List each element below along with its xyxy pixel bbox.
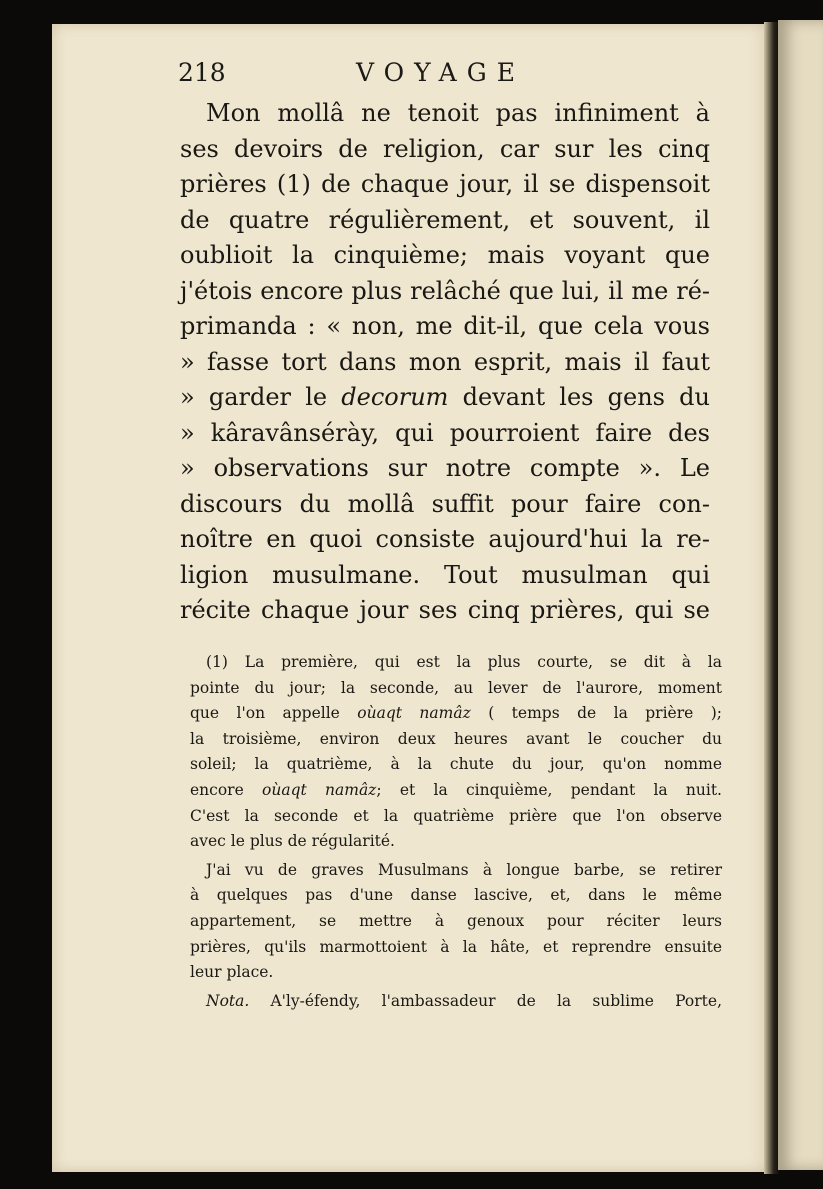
footnote-line: avec le plus de régularité. bbox=[190, 832, 395, 851]
footnote-line: pointe du jour; la seconde, au lever de l'aurore, moment bbox=[190, 678, 722, 697]
footnote-line: leur place. bbox=[190, 963, 274, 982]
nota-label: Nota. bbox=[206, 991, 250, 1010]
footnotes bbox=[190, 650, 722, 1017]
italic-term: oùaqt namâz bbox=[262, 780, 377, 799]
text-fragment: ; et la cinquième, pendant la nuit. bbox=[376, 780, 722, 799]
footnote-line bbox=[190, 989, 722, 1015]
text-line: prières (1) de chaque jour, il se dispensoit bbox=[180, 170, 710, 198]
italic-term: decorum bbox=[341, 383, 449, 411]
running-title: VOYAGE bbox=[356, 58, 525, 87]
text-line: oublioit la cinquième; mais voyant que bbox=[180, 241, 710, 269]
footnote-line: J'ai vu de graves Musulmans à longue barbe, se retirer bbox=[206, 860, 722, 879]
page-header bbox=[178, 58, 708, 94]
footnote-line bbox=[190, 778, 722, 804]
footnote-1 bbox=[190, 650, 722, 855]
text-line: » observations sur notre compte ». Le bbox=[180, 454, 710, 482]
text-fragment: encore bbox=[190, 780, 244, 799]
text-line: » fasse tort dans mon esprit, mais il faut bbox=[180, 347, 710, 376]
footnote-line: prières, qu'ils marmottoient à la hâte, et reprendre ensuite bbox=[190, 937, 722, 956]
page-number: 218 bbox=[178, 58, 226, 87]
text-line: discours du mollâ suffit pour faire con- bbox=[180, 489, 710, 518]
footnote-line: (1) La première, qui est la plus courte, se dit à la bbox=[206, 653, 722, 671]
footnote-2 bbox=[190, 858, 722, 986]
italic-term: oùaqt namâz bbox=[357, 704, 471, 723]
text-fragment: devant les gens du bbox=[462, 383, 710, 411]
text-line: noître en quoi consiste aujourd'hui la re- bbox=[180, 525, 710, 553]
nota-note bbox=[190, 989, 722, 1015]
nota-text: A'ly-éfendy, l'ambassadeur de la sublime Porte, bbox=[270, 991, 722, 1010]
footnote-line: la troisième, environ deux heures avant le coucher du bbox=[190, 729, 722, 748]
text-fragment: » garder le bbox=[180, 383, 328, 411]
text-line: j'étois encore plus relâché que lui, il me ré- bbox=[180, 276, 710, 305]
facing-page-edge bbox=[778, 20, 823, 1170]
text-fragment: que l'on appelle bbox=[190, 704, 340, 723]
text-line: primanda : « non, me dit-il, que cela vous bbox=[180, 312, 710, 340]
text-line: Mon mollâ ne tenoit pas infiniment à bbox=[206, 99, 710, 127]
footnote-line: à quelques pas d'une danse lascive, et, dans le même bbox=[190, 886, 722, 905]
footnote-line: soleil; la quatrième, à la chute du jour, qu'on nomme bbox=[190, 755, 722, 774]
text-line: ses devoirs de religion, car sur les cinq bbox=[180, 134, 710, 163]
text-line: » kâravânsérày, qui pourroient faire des bbox=[180, 418, 710, 447]
main-text bbox=[180, 96, 710, 629]
text-line: de quatre régulièrement, et souvent, il bbox=[180, 205, 710, 234]
footnote-line: C'est la seconde et la quatrième prière que l'on observe bbox=[190, 806, 722, 825]
text-line bbox=[180, 380, 710, 416]
text-line: récite chaque jour ses cinq prières, qui se bbox=[180, 596, 710, 624]
text-fragment: ( temps de la prière ); bbox=[488, 704, 722, 723]
text-line: ligion musulmane. Tout musulman qui bbox=[180, 560, 710, 589]
footnote-line bbox=[190, 701, 722, 727]
footnote-line: appartement, se mettre à genoux pour réciter leurs bbox=[190, 911, 722, 930]
